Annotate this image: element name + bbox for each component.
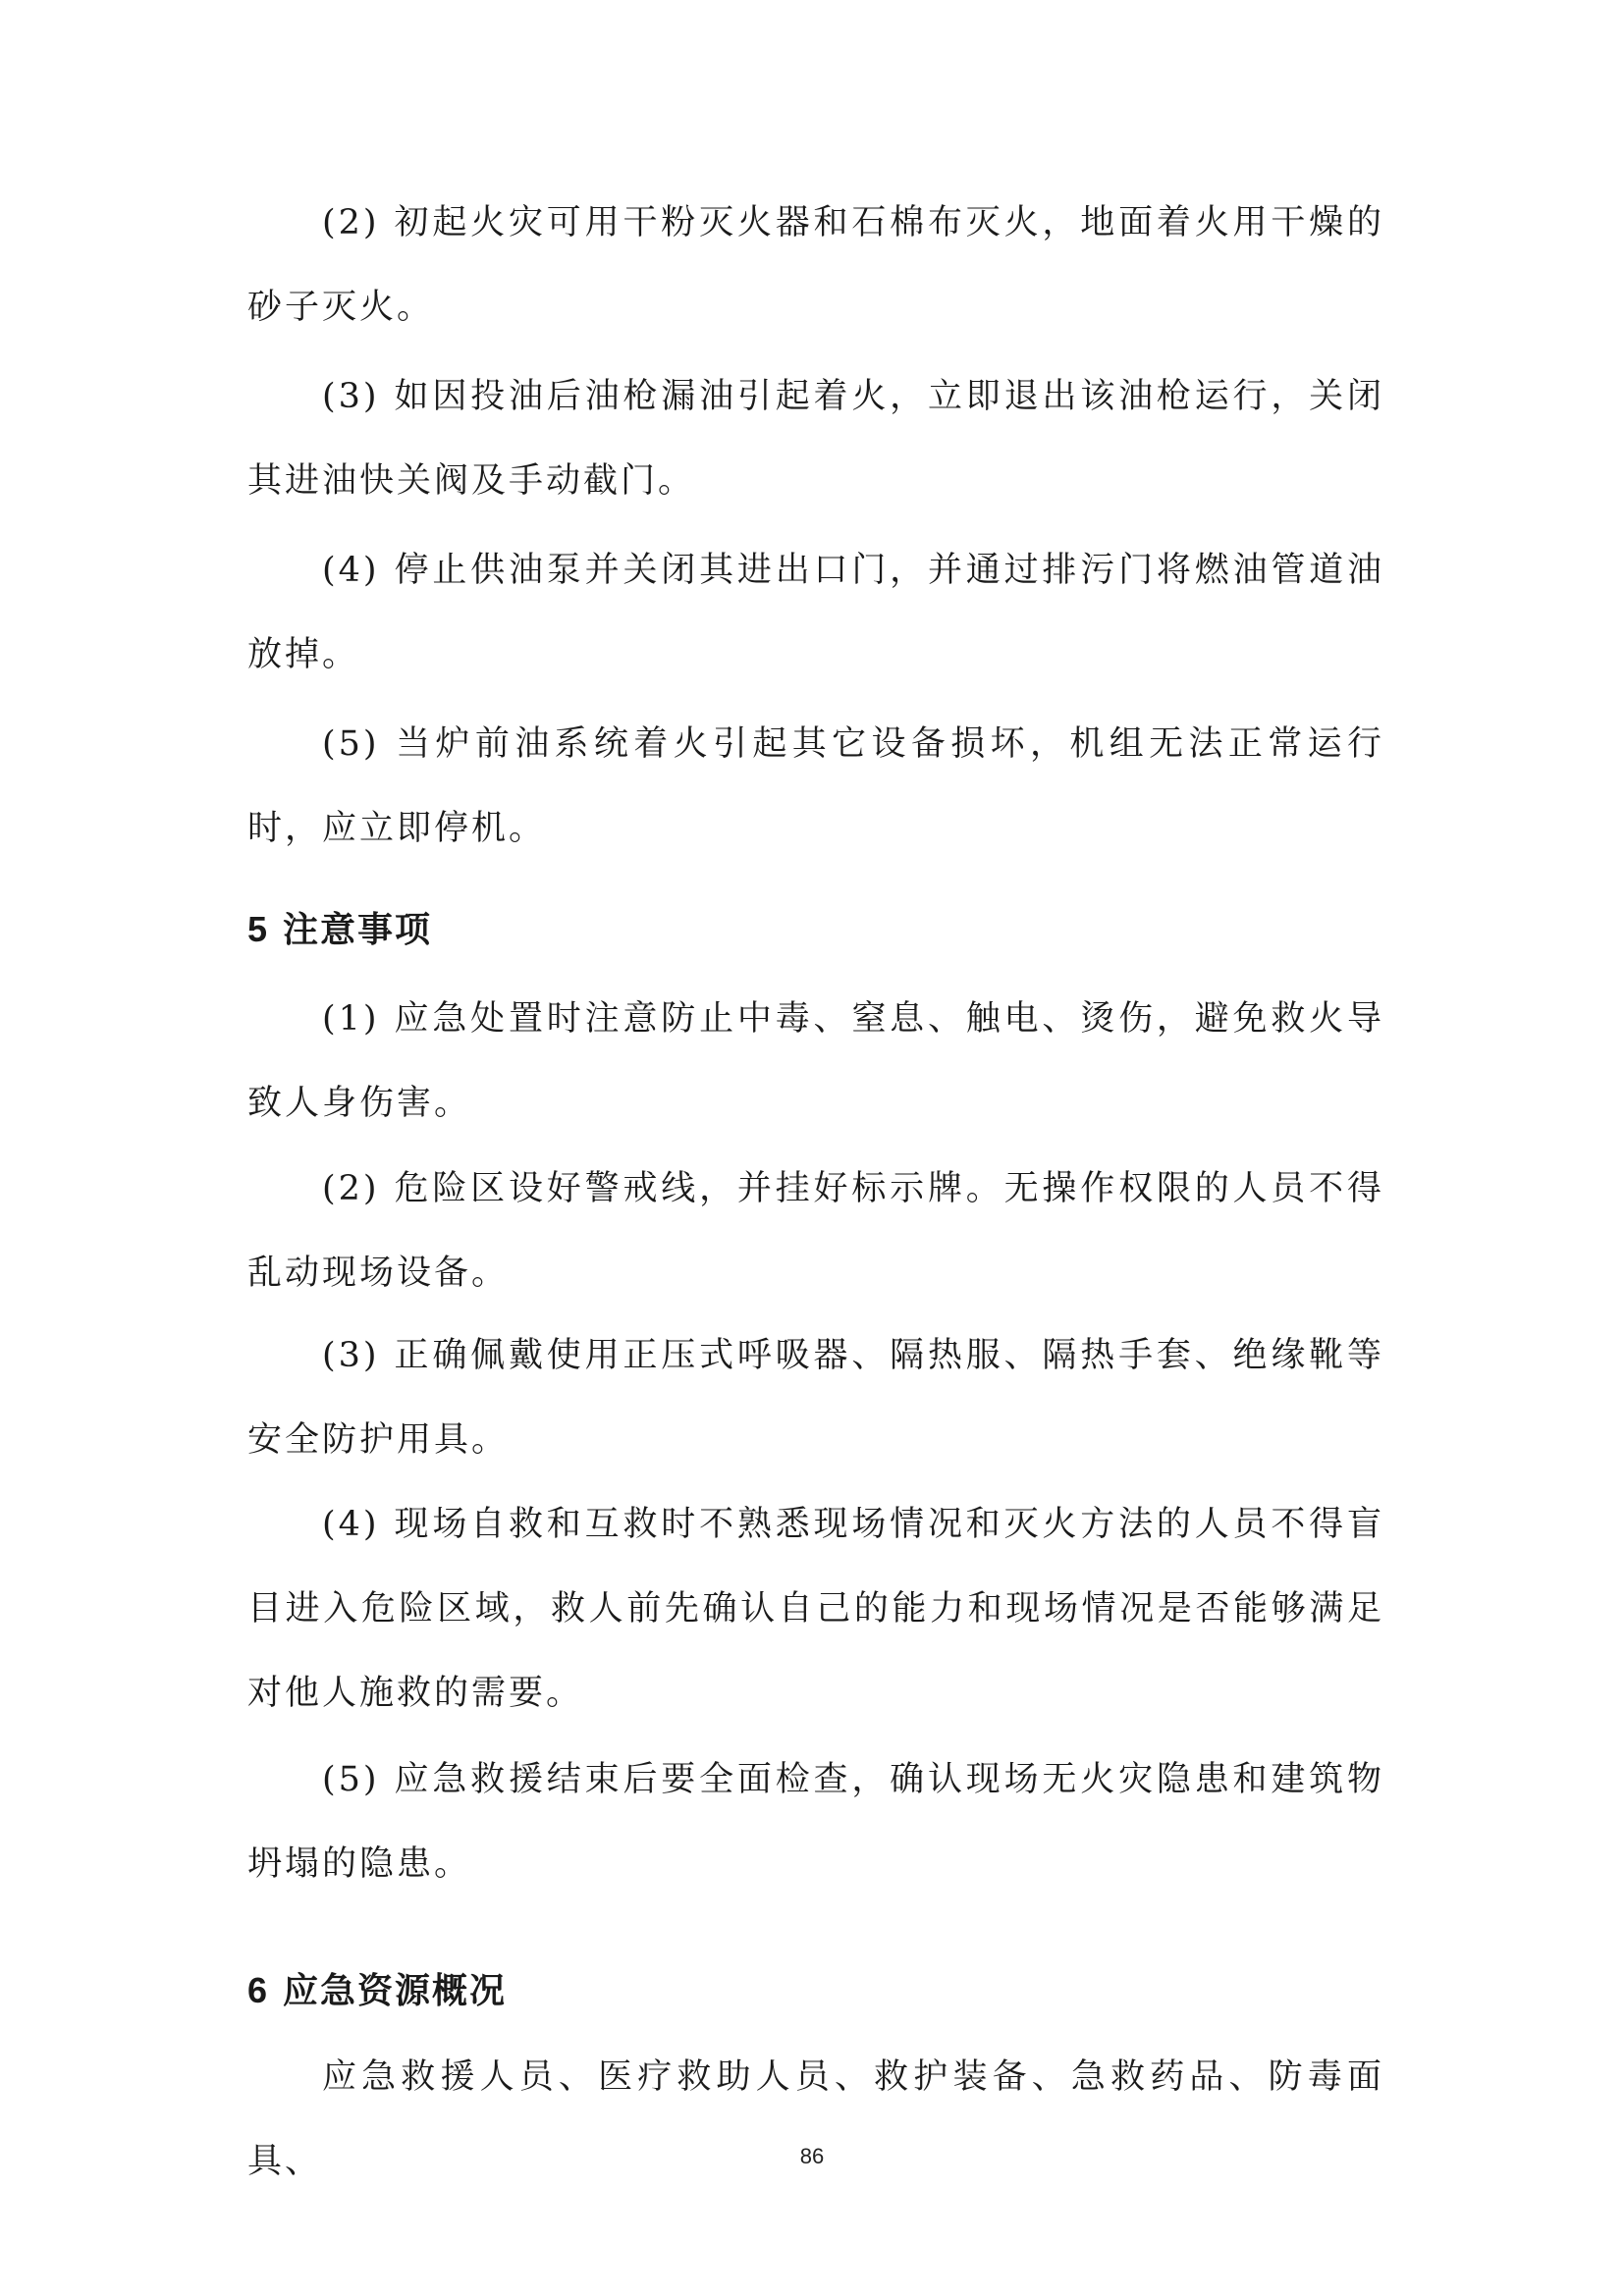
item-text: 停止供油泵并关闭其进出口门，并通过排污门将燃油管道油放掉。 xyxy=(247,551,1384,674)
item-text: 正确佩戴使用正压式呼吸器、隔热服、隔热手套、绝缘靴等安全防护用具。 xyxy=(247,1336,1384,1460)
item-text: 当炉前油系统着火引起其它设备损坏，机组无法正常运行时，应立即停机。 xyxy=(247,724,1384,848)
item-label: (1) xyxy=(322,999,380,1039)
item-text: 应急处置时注意防止中毒、窒息、触电、烫伤，避免救火导致人身伤害。 xyxy=(247,999,1384,1123)
paragraph-resources-intro xyxy=(247,2035,1384,2204)
item-label: (3) xyxy=(322,1336,380,1375)
item-label: (2) xyxy=(322,1169,380,1208)
paragraph-stop-oil-pump xyxy=(247,528,1384,697)
paragraph-precaution-3 xyxy=(247,1313,1384,1482)
item-label: (4) xyxy=(322,1505,380,1544)
item-text: 应急救援人员、医疗救助人员、救护装备、急救药品、防毒面具、 xyxy=(247,2057,1384,2181)
item-label: (5) xyxy=(322,724,380,764)
paragraph-fire-extinguish xyxy=(247,181,1384,349)
item-label: (5) xyxy=(322,1760,380,1799)
item-text: 现场自救和互救时不熟悉现场情况和灭火方法的人员不得盲目进入危险区域，救人前先确认自己的能力和现场情况是否能够满足对他人施救的需要。 xyxy=(247,1505,1384,1713)
paragraph-precaution-4 xyxy=(247,1482,1384,1735)
paragraph-precaution-5 xyxy=(247,1737,1384,1906)
paragraph-oil-gun-leak xyxy=(247,354,1384,523)
section-5-heading xyxy=(247,900,1384,959)
item-label: (3) xyxy=(322,377,380,416)
section-title: 应急资源概况 xyxy=(283,1970,508,2011)
item-label: (4) xyxy=(322,551,380,590)
paragraph-precaution-1 xyxy=(247,977,1384,1146)
item-text: 如因投油后油枪漏油引起着火，立即退出该油枪运行，关闭其进油快关阀及手动截门。 xyxy=(247,377,1384,501)
item-label: (2) xyxy=(322,203,380,242)
section-number: 6 xyxy=(247,1970,270,2010)
item-text: 危险区设好警戒线，并挂好标示牌。无操作权限的人员不得乱动现场设备。 xyxy=(247,1169,1384,1293)
section-title: 注意事项 xyxy=(283,909,433,950)
paragraph-precaution-2 xyxy=(247,1147,1384,1315)
page-number: 86 xyxy=(799,2144,825,2168)
section-6-heading xyxy=(247,1961,1384,2020)
item-text: 初起火灾可用干粉灭火器和石棉布灭火，地面着火用干燥的砂子灭火。 xyxy=(247,203,1384,327)
item-text: 应急救援结束后要全面检查，确认现场无火灾隐患和建筑物坍塌的隐患。 xyxy=(247,1760,1384,1884)
paragraph-emergency-shutdown xyxy=(247,702,1384,871)
section-number: 5 xyxy=(247,909,270,949)
